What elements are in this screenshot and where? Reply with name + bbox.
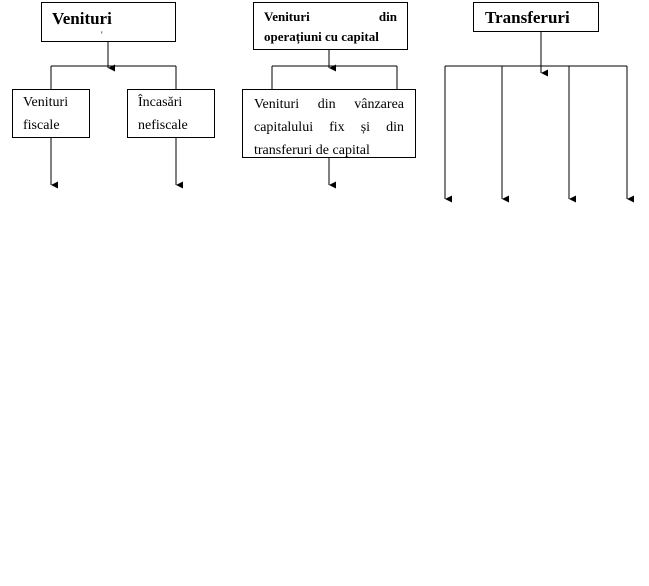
box-venituri — [41, 2, 176, 42]
box-vanzare-line3: transferuri de capital — [254, 143, 370, 158]
box-venituri-capital-line1: Venituri din — [264, 9, 397, 24]
box-venituri-capital — [253, 2, 408, 50]
box-transferuri-label: Transferuri — [485, 8, 570, 27]
box-vanzare-line1: Venituri din vânzarea — [254, 97, 404, 112]
box-venituri-fiscale-line1: Venituri — [23, 95, 69, 110]
box-venituri-capital-line2: operațiuni cu capital — [264, 29, 379, 44]
box-incasari-nefiscale — [127, 89, 215, 138]
box-incasari-nefiscale-line2: nefiscale — [138, 118, 188, 133]
box-vanzare-line2: capitalului fix și din — [254, 120, 404, 135]
box-venituri-label: Venituri — [52, 9, 112, 28]
box-incasari-nefiscale-line1: Încasări — [138, 95, 183, 110]
box-transferuri — [473, 2, 599, 32]
box-vanzare-capital — [242, 89, 416, 158]
box-venituri-fiscale-line2: fiscale — [23, 118, 60, 133]
box-venituri-fiscale — [12, 89, 90, 138]
tick-mark: ' — [101, 30, 103, 40]
